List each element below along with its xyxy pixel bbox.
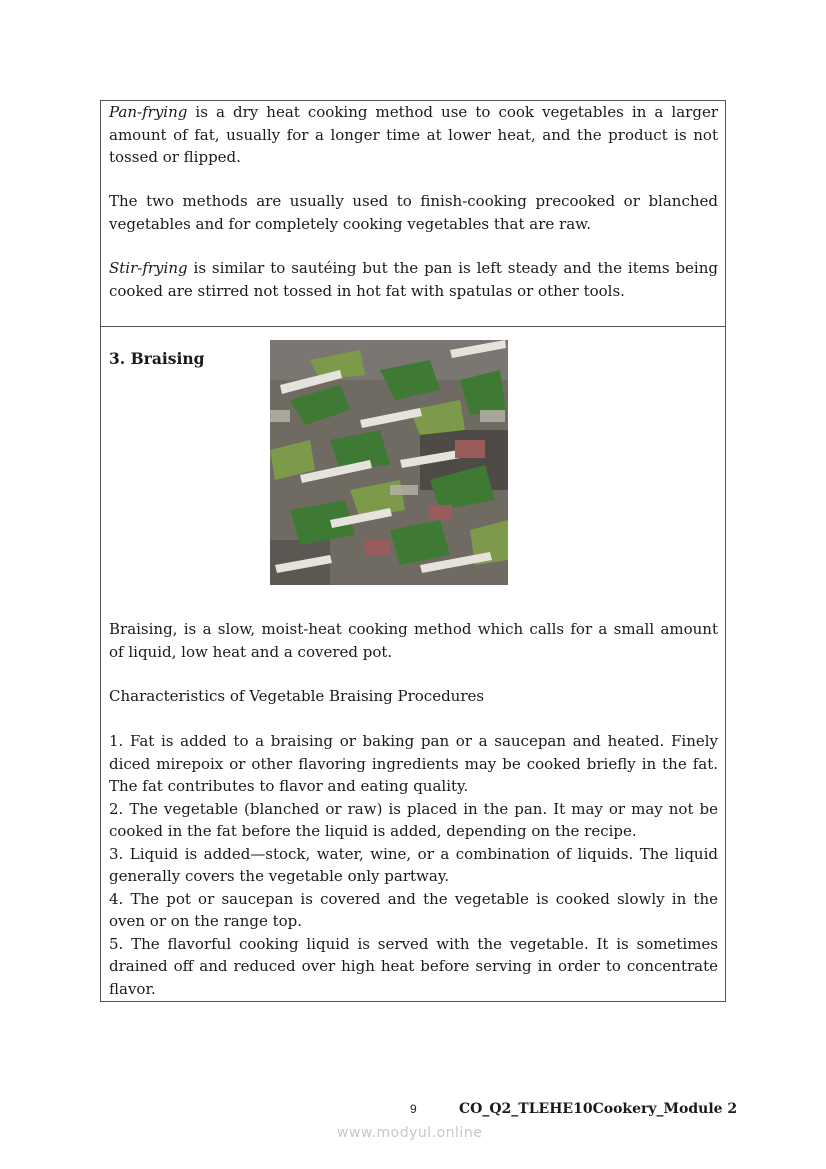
braising-step: 3. Liquid is added—stock, water, wine, or a combination of liquids. The liquid generally covers the vegetable only partway.: [109, 844, 718, 885]
module-code: CO_Q2_TLEHE10Cookery_Module 2: [459, 1101, 738, 1117]
braising-subheading: Characteristics of Vegetable Braising Procedures: [109, 687, 485, 705]
braising-step: 5. The flavorful cooking liquid is served with the vegetable. It is sometimes drained off and reduced over high heat before serving in order to concentrate flavor.: [109, 934, 718, 998]
methods-paragraph: The two methods are usually used to finish-cooking precooked or blanched vegetables and for completely cooking vegetables that are raw.: [109, 192, 718, 233]
content-box-braising: [100, 326, 726, 1002]
braising-step: 4. The pot or saucepan is covered and the vegetable is cooked slowly in the oven or on the range top.: [109, 889, 718, 930]
pan-frying-paragraph: [109, 101, 718, 169]
pan-frying-term: Pan-frying: [109, 103, 188, 121]
page-number: 9: [410, 1102, 417, 1116]
braising-step: 1. Fat is added to a braising or baking pan or a saucepan and heated. Finely diced mirepoix or other flavoring ingredients may be cooked briefly in the fat. The fat contributes to flavor and eating quality.: [109, 732, 718, 795]
content-box-frying: [100, 100, 726, 327]
braising-intro: Braising, is a slow, moist-heat cooking method which calls for a small amount of liquid, low heat and a covered pot.: [109, 620, 718, 661]
stir-fried-vegetables-photo: [270, 340, 508, 585]
stir-frying-term: Stir-frying: [109, 259, 188, 277]
braising-heading: 3. Braising: [109, 349, 205, 368]
pan-frying-text: is a dry heat cooking method use to cook vegetables in a larger amount of fat, usually for a longer time at lower heat, and the product is not tossed or flipped.: [109, 103, 718, 166]
braising-steps: [109, 730, 718, 1000]
stir-frying-paragraph: [109, 257, 718, 302]
braising-step: 2. The vegetable (blanched or raw) is placed in the pan. It may or may not be cooked in the fat before the liquid is added, depending on the recipe.: [109, 799, 718, 840]
stir-frying-text: is similar to sautéing but the pan is left steady and the items being cooked are stirred not tossed in hot fat with spatulas or other tools.: [109, 259, 718, 300]
watermark: www.modyul.online: [337, 1125, 483, 1141]
